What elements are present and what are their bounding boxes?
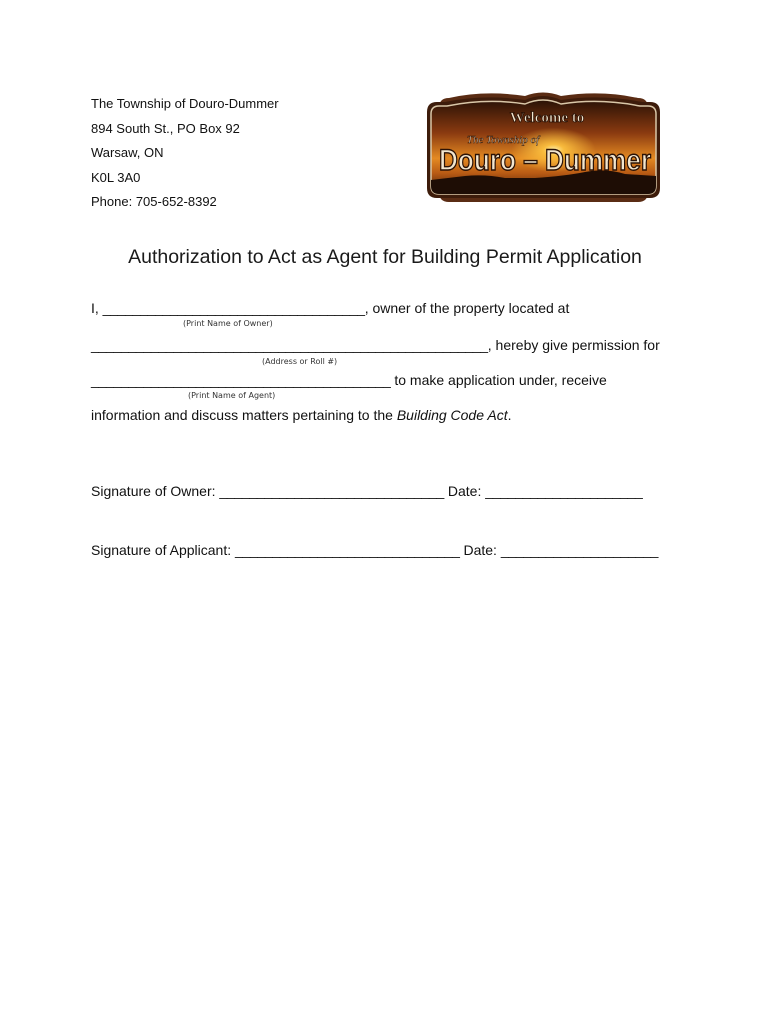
document-title: Authorization to Act as Agent for Building Permit Application xyxy=(128,246,642,268)
township-logo xyxy=(425,88,662,208)
owner-name-field[interactable]: ___________________________________ xyxy=(102,300,365,316)
township-address-block xyxy=(91,92,279,215)
address-line-city: Warsaw, ON xyxy=(91,145,164,160)
owner-line-suffix: , owner of the property located at xyxy=(364,300,570,316)
owner-date-field[interactable]: _____________________ xyxy=(485,483,643,499)
owner-name-caption: (Print Name of Owner) xyxy=(183,319,273,328)
agent-caption: (Print Name of Agent) xyxy=(188,391,276,400)
owner-date-label: Date: xyxy=(444,483,486,499)
owner-signature-label: Signature of Owner: xyxy=(91,483,220,499)
agent-line-suffix: to make application under, receive xyxy=(390,372,607,388)
applicant-signature-line xyxy=(91,542,658,558)
owner-line xyxy=(91,300,569,316)
building-code-period: . xyxy=(507,407,512,423)
address-line-name: The Township of Douro-Dummer xyxy=(91,96,279,111)
address-line-street: 894 South St., PO Box 92 xyxy=(91,120,240,136)
applicant-date-field[interactable]: _____________________ xyxy=(500,542,659,558)
building-code-text: information and discuss matters pertaining to the xyxy=(91,407,397,423)
building-code-line xyxy=(91,407,512,423)
address-line-postal: K0L 3A0 xyxy=(91,169,141,185)
agent-name-field[interactable]: ________________________________________ xyxy=(91,372,391,388)
address-caption: (Address or Roll #) xyxy=(262,357,338,366)
owner-signature-field[interactable]: ______________________________ xyxy=(219,483,444,499)
address-line-phone: Phone: 705-652-8392 xyxy=(91,194,217,209)
applicant-date-label: Date: xyxy=(459,542,501,558)
owner-prefix: I, xyxy=(91,300,103,316)
building-code-act: Building Code Act xyxy=(396,407,508,423)
logo-welcome-text: Welcome to xyxy=(509,110,585,126)
applicant-signature-field[interactable]: ______________________________ xyxy=(235,542,460,558)
owner-signature-line xyxy=(91,483,642,499)
property-address-field[interactable]: _____________________________________________________ xyxy=(91,337,488,353)
address-line xyxy=(91,337,660,353)
applicant-signature-label: Signature of Applicant: xyxy=(91,542,235,558)
agent-line xyxy=(91,372,607,388)
address-line-suffix: , hereby give permission for xyxy=(487,337,660,353)
logo-name-text: Douro – Dummer xyxy=(439,144,652,177)
logo-township-text: The Township of xyxy=(466,134,540,146)
